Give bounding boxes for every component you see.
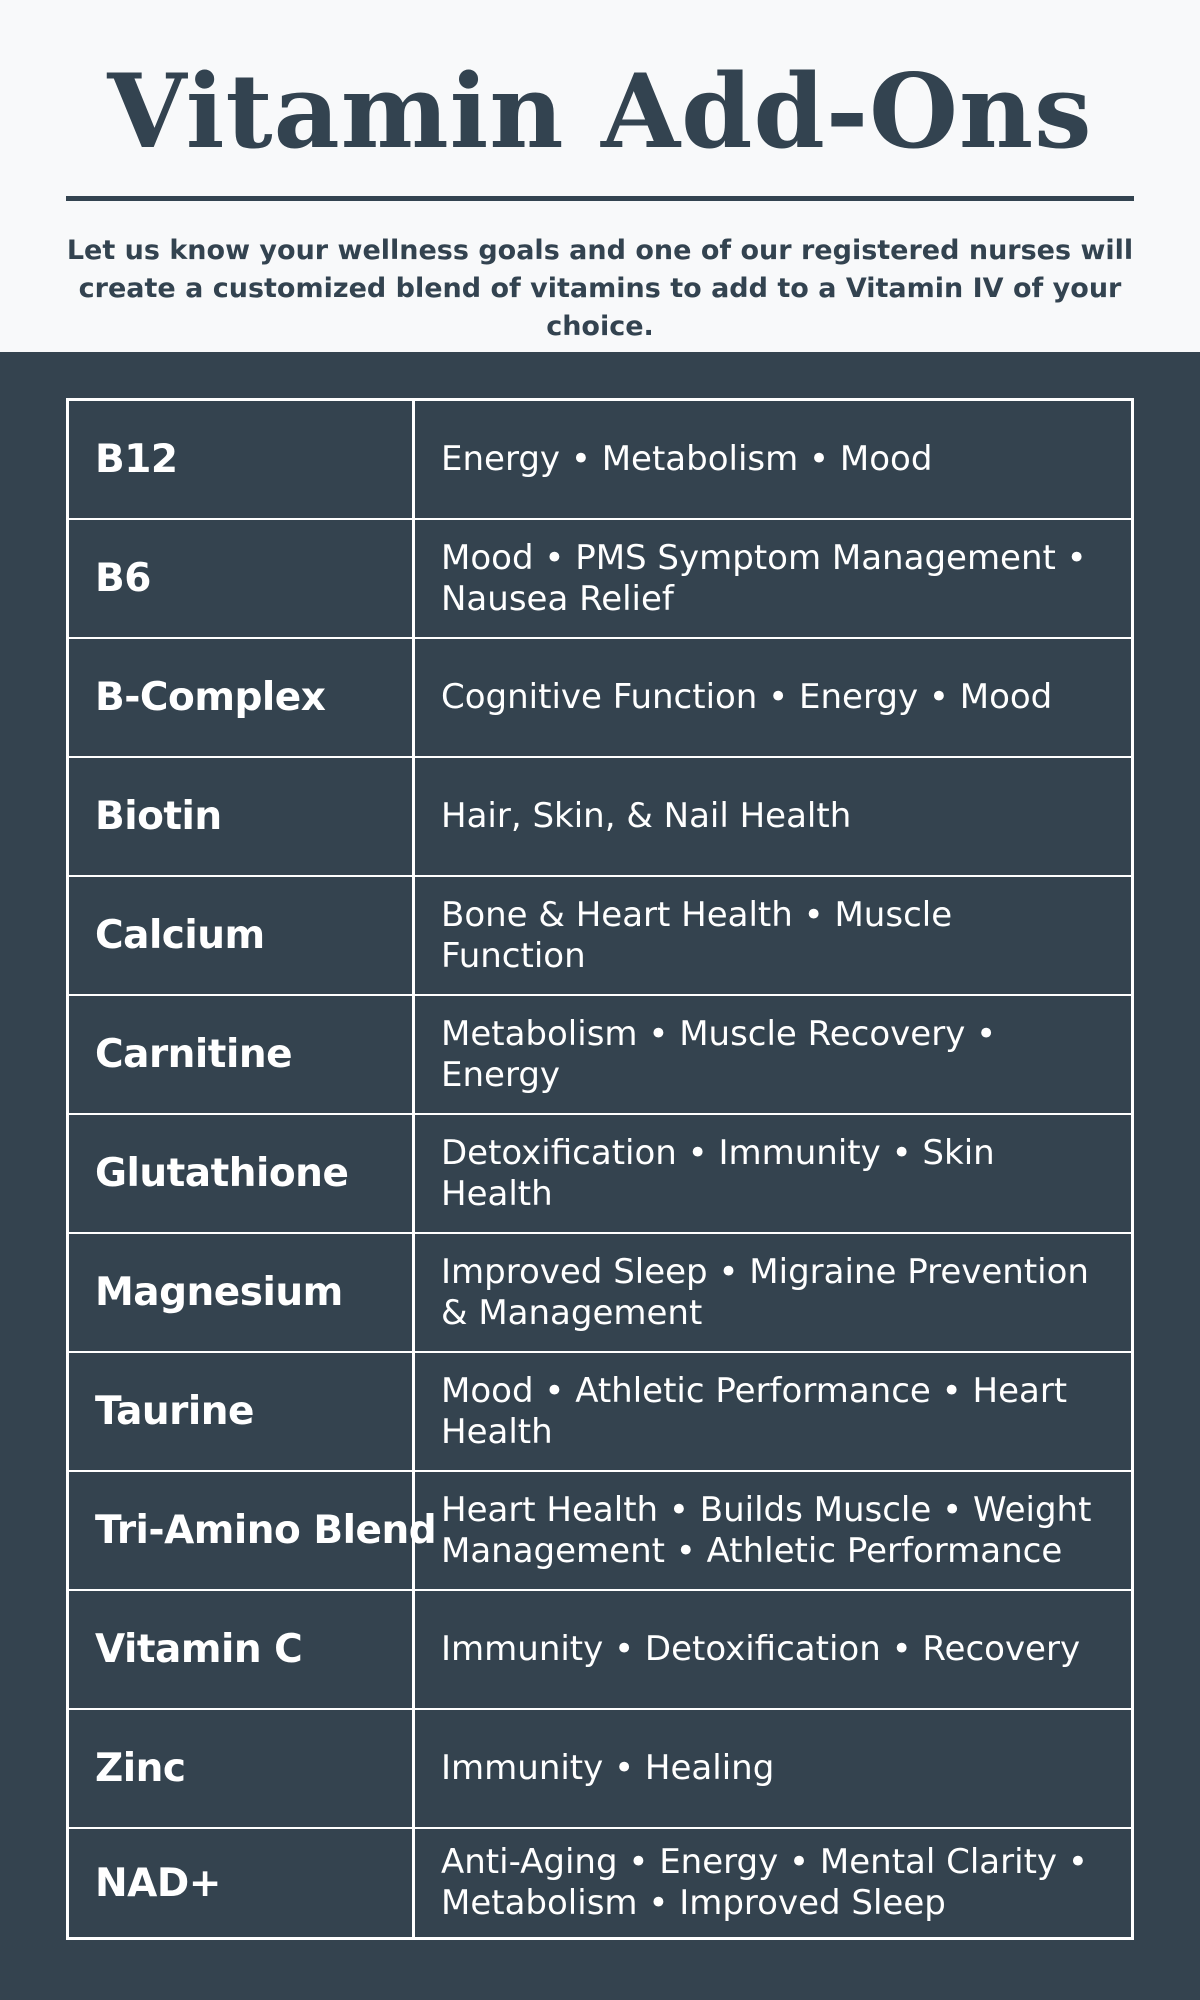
vitamin-name: Zinc <box>69 1710 415 1827</box>
vitamin-name: Taurine <box>69 1353 415 1470</box>
page-title: Vitamin Add-Ons <box>107 52 1093 172</box>
table-row <box>69 1115 1131 1234</box>
vitamin-name: B6 <box>69 520 415 637</box>
table-row <box>69 758 1131 877</box>
table-row <box>69 996 1131 1115</box>
vitamin-name: Vitamin C <box>69 1591 415 1708</box>
title-divider <box>66 196 1134 201</box>
vitamin-name: Carnitine <box>69 996 415 1113</box>
vitamin-name: Magnesium <box>69 1234 415 1351</box>
vitamin-benefits: Hair, Skin, & Nail Health <box>441 796 852 836</box>
table-row <box>69 401 1131 520</box>
table-row <box>69 1234 1131 1353</box>
table-row <box>69 1710 1131 1829</box>
vitamin-name: Glutathione <box>69 1115 415 1232</box>
vitamin-benefits: Bone & Heart Health • Muscle Function <box>441 894 953 976</box>
vitamin-benefits: Energy • Metabolism • Mood <box>441 439 933 479</box>
table-row <box>69 639 1131 758</box>
vitamin-benefits: Anti-Aging • Energy • Mental Clarity • Metabolism • Improved Sleep <box>441 1842 1088 1923</box>
vitamin-benefits: Metabolism • Muscle Recovery • Energy <box>441 1013 997 1095</box>
vitamin-benefits: Immunity • Detoxification • Recovery <box>441 1629 1081 1669</box>
table-row <box>69 520 1131 639</box>
vitamin-benefits: Improved Sleep • Migraine Prevention & Management <box>441 1251 1089 1333</box>
vitamin-benefits: Mood • Athletic Performance • Heart Health <box>441 1370 1068 1452</box>
vitamin-benefits: Heart Health • Builds Muscle • Weight Management • Athletic Performance <box>441 1489 1092 1571</box>
vitamin-name: Tri-Amino Blend <box>69 1472 415 1589</box>
vitamin-benefits: Detoxification • Immunity • Skin Health <box>441 1132 995 1214</box>
table-row <box>69 1472 1131 1591</box>
vitamin-table <box>66 398 1134 1940</box>
vitamin-name: Biotin <box>69 758 415 875</box>
table-row <box>69 1591 1131 1710</box>
table-row <box>69 1353 1131 1472</box>
table-row <box>69 1829 1131 1937</box>
vitamin-name: NAD+ <box>69 1829 415 1937</box>
header <box>0 0 1200 352</box>
vitamin-benefits: Cognitive Function • Energy • Mood <box>441 677 1053 717</box>
vitamin-benefits: Immunity • Healing <box>441 1748 775 1788</box>
intro-text: Let us know your wellness goals and one of our registered nurses will create a customized blend of vitamins to add to a Vitamin IV of your choice. <box>66 235 1134 342</box>
vitamin-name: B12 <box>69 401 415 518</box>
vitamin-name: B-Complex <box>69 639 415 756</box>
vitamin-benefits: Mood • PMS Symptom Management • Nausea Relief <box>441 537 1087 619</box>
vitamin-name: Calcium <box>69 877 415 994</box>
table-row <box>69 877 1131 996</box>
